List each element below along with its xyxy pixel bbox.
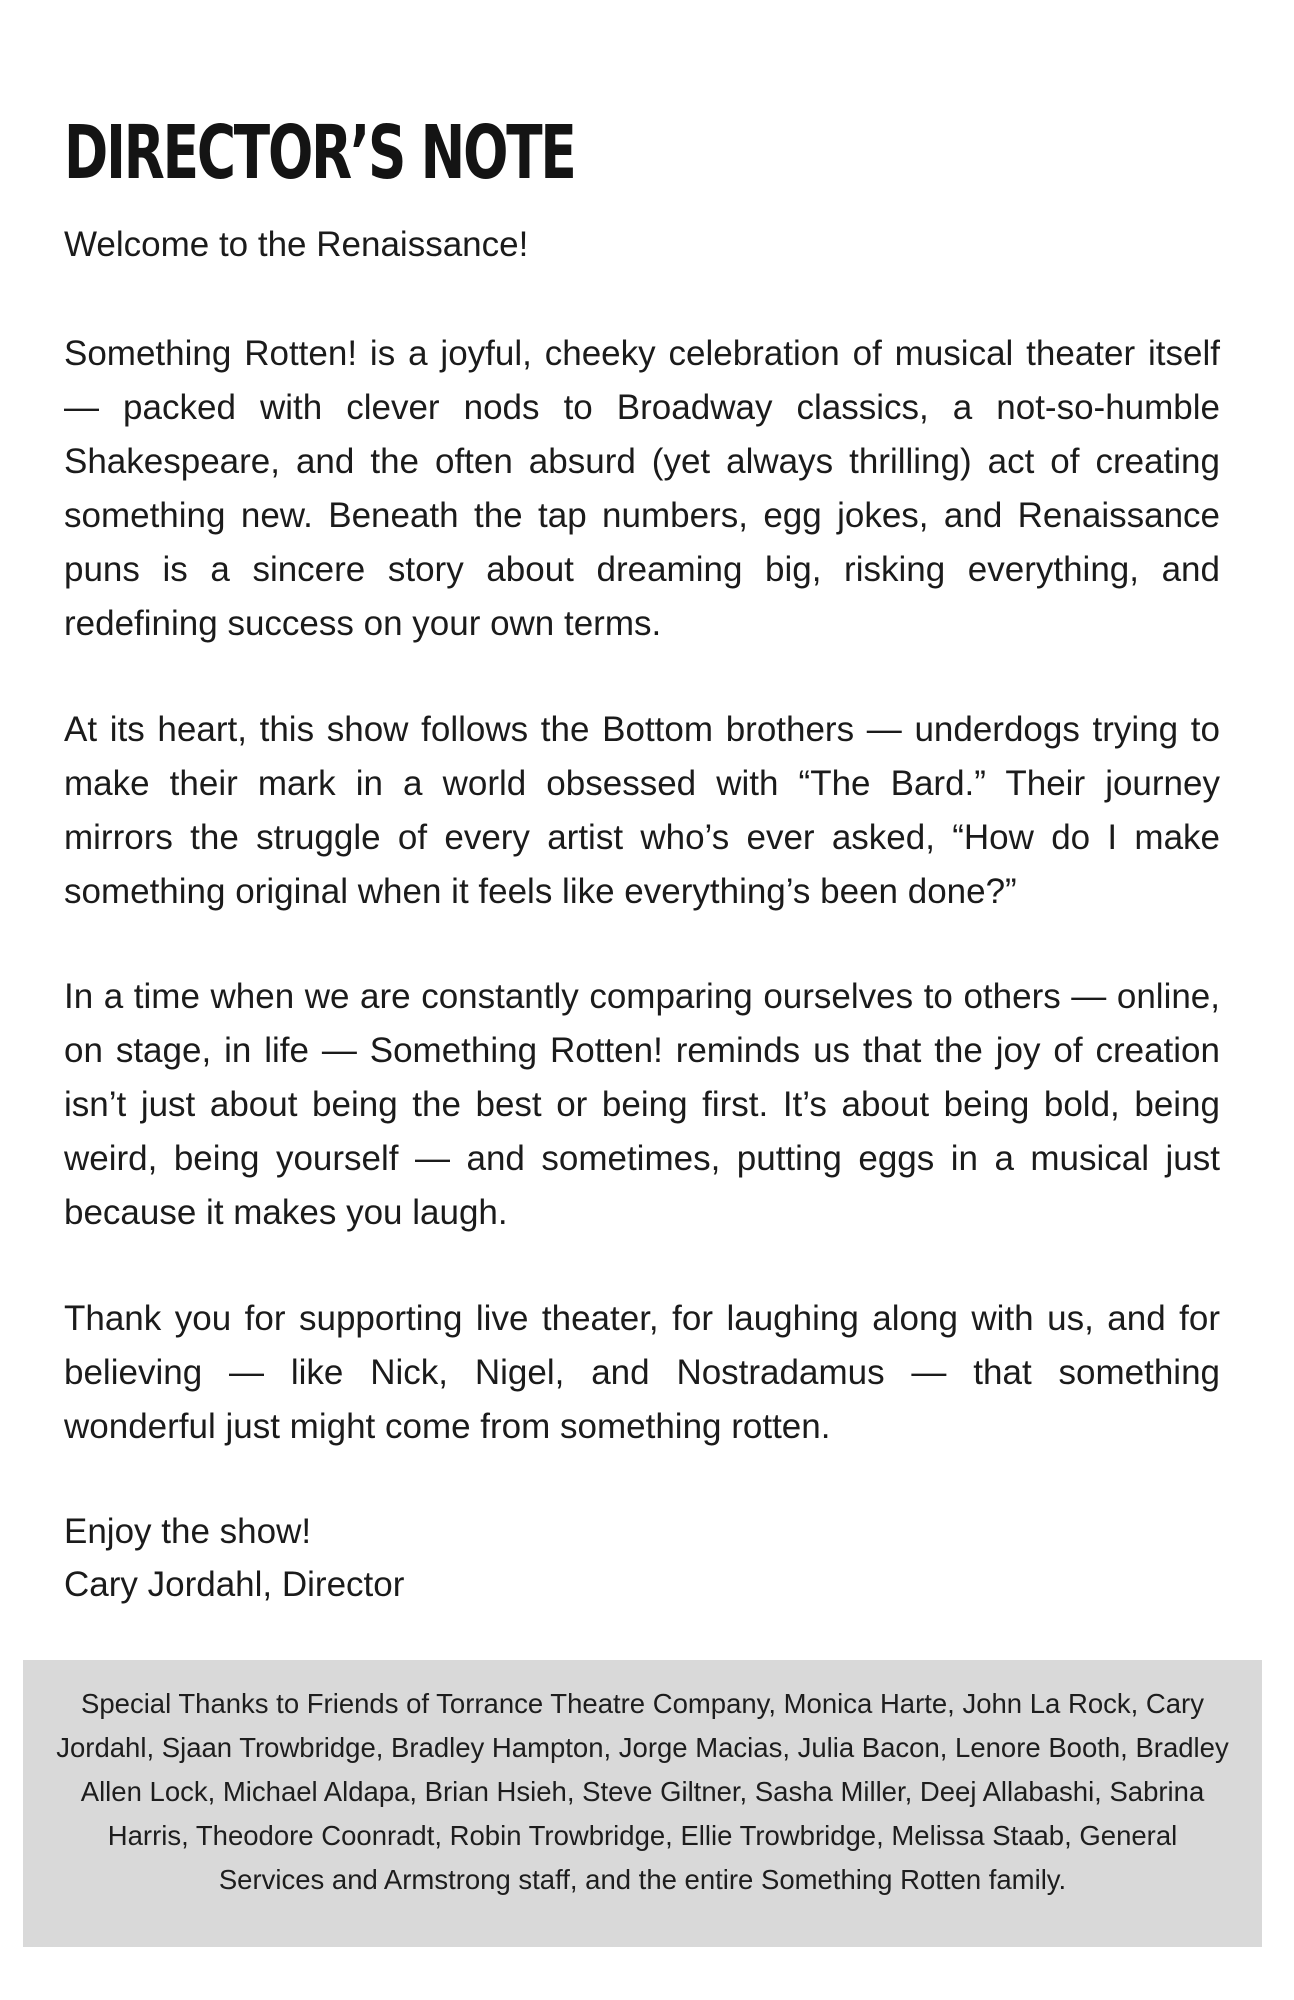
page-title: DIRECTOR’S NOTE xyxy=(64,110,575,196)
greeting: Welcome to the Renaissance! xyxy=(64,225,529,264)
closing-block xyxy=(64,1505,1220,1611)
director-signature: Cary Jordahl, Director xyxy=(64,1565,405,1604)
paragraph-bottom-brothers: At its heart, this show follows the Bottom brothers — underdogs trying to make their mark in a world obsessed with “The Bard.” Their journey mirrors the struggle of every artist who’s ever asked, “How do I make something original when it feels like everything’s been done?” xyxy=(64,710,1220,911)
paragraph-thank-you: Thank you for supporting live theater, for laughing along with us, and for believing — like Nick, Nigel, and Nostradamus — that something wonderful just might come from something rotten. xyxy=(64,1299,1220,1446)
paragraph-comparison: In a time when we are constantly comparing ourselves to others — online, on stage, in life — Something Rotten! reminds us that the joy of creation isn’t just about being the best or being first. It’s about being bold, being weird, being yourself — and sometimes, putting eggs in a musical just because it makes you laugh. xyxy=(64,977,1220,1232)
paragraph-intro: Something Rotten! is a joyful, cheeky celebration of musical theater itself — packed with clever nods to Broadway classics, a not-so-humble Shakespeare, and the often absurd (yet always thrilling) act of creating something new. Beneath the tap numbers, egg jokes, and Renaissance puns is a sincere story about dreaming big, risking everything, and redefining success on your own terms. xyxy=(64,334,1220,643)
special-thanks-text: Special Thanks to Friends of Torrance Theatre Company, Monica Harte, John La Rock, Cary Jordahl, Sjaan Trowbridge, Bradley Hampton, Jorge Macias, Julia Bacon, Lenore Booth, Bradley Allen Lock, Michael Aldapa, Brian Hsieh, Steve Giltner, Sasha Miller, Deej Allabashi, Sabrina Harris, Theodore Coonradt, Robin Trowbridge, Ellie Trowbridge, Melissa Staab, General Services and Armstrong staff, and the entire Something Rotten family. xyxy=(56,1688,1229,1895)
special-thanks-box xyxy=(23,1660,1262,1947)
closing-line: Enjoy the show! xyxy=(64,1512,312,1551)
